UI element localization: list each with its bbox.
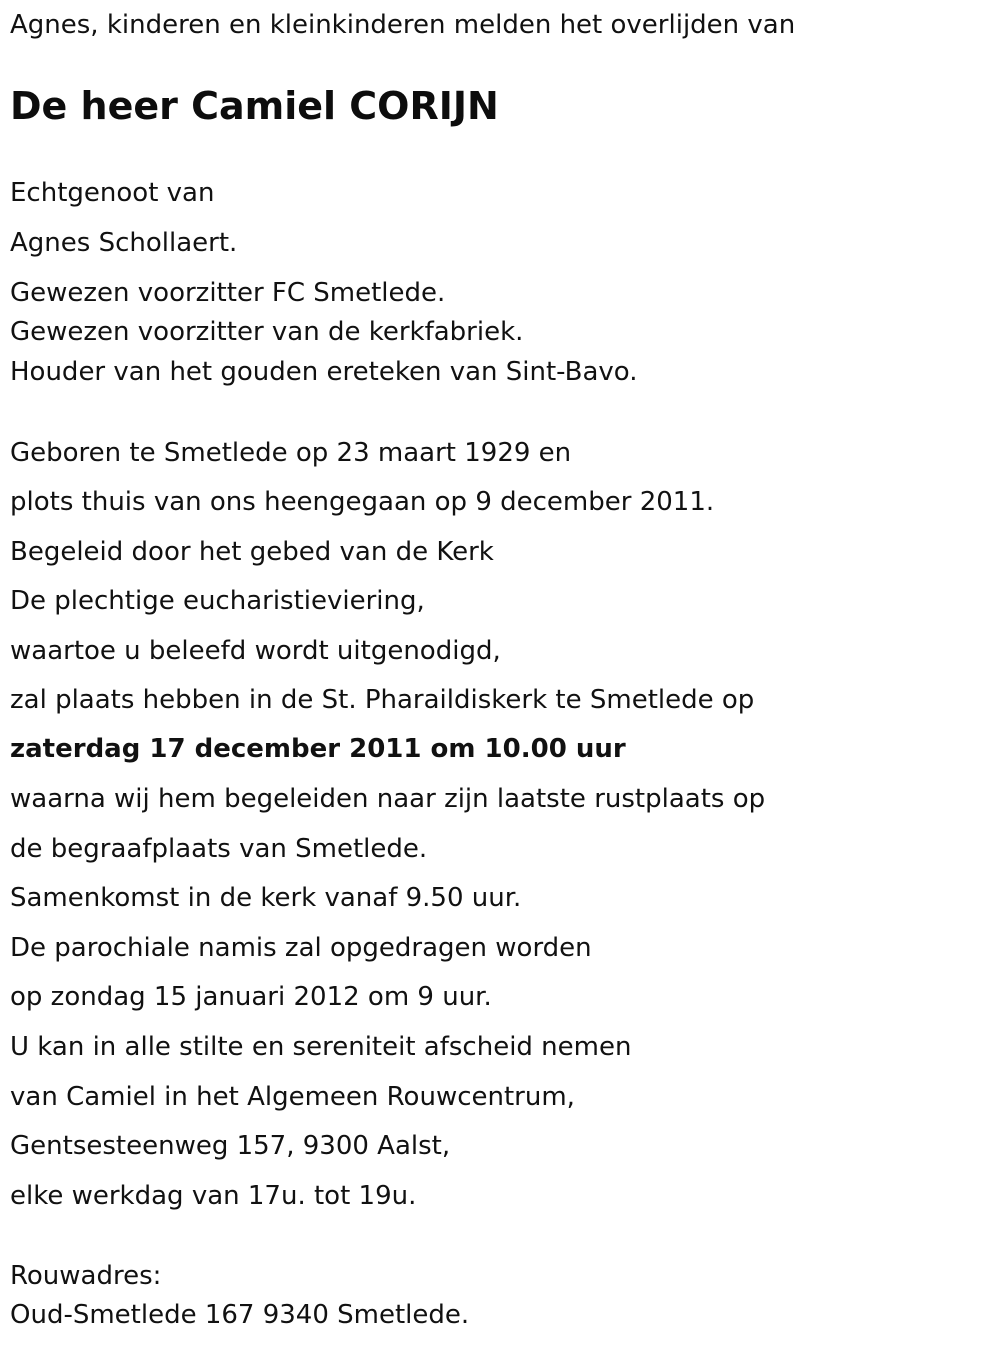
intro-text: Agnes, kinderen en kleinkinderen melden het overlijden van <box>10 10 796 40</box>
ceremony-datetime: zaterdag 17 december 2011 om 10.00 uur <box>10 734 626 764</box>
role-line: Gewezen voorzitter FC Smetlede. <box>10 278 446 308</box>
burial-line: waarna wij hem begeleiden naar zijn laatste rustplaats op <box>10 784 766 814</box>
spouse-label: Echtgenoot van <box>10 178 215 208</box>
address-label: Rouwadres: <box>10 1261 162 1291</box>
burial-line: op zondag 15 januari 2012 om 9 uur. <box>10 982 492 1012</box>
burial-line: Samenkomst in de kerk vanaf 9.50 uur. <box>10 883 522 913</box>
burial-line: de begraafplaats van Smetlede. <box>10 834 428 864</box>
birth-text: Geboren te Smetlede op 23 maart 1929 en <box>10 438 572 468</box>
death-text: plots thuis van ons heengegaan op 9 december 2011. <box>10 487 715 517</box>
burial-line: De parochiale namis zal opgedragen worden <box>10 933 592 963</box>
burial-line: U kan in alle stilte en sereniteit afscheid nemen <box>10 1032 632 1062</box>
ceremony-line: zal plaats hebben in de St. Pharaildiskerk te Smetlede op <box>10 685 755 715</box>
burial-line: elke werkdag van 17u. tot 19u. <box>10 1181 417 1211</box>
role-line: Gewezen voorzitter van de kerkfabriek. <box>10 317 524 347</box>
spouse-name: Agnes Schollaert. <box>10 228 238 258</box>
ceremony-line: Begeleid door het gebed van de Kerk <box>10 537 494 567</box>
burial-line: Gentsesteenweg 157, 9300 Aalst, <box>10 1131 451 1161</box>
ceremony-line: De plechtige eucharistieviering, <box>10 586 425 616</box>
deceased-name-heading: De heer Camiel CORIJN <box>10 84 499 128</box>
role-line: Houder van het gouden ereteken van Sint-Bavo. <box>10 357 638 387</box>
ceremony-line: waartoe u beleefd wordt uitgenodigd, <box>10 636 501 666</box>
address-text: Oud-Smetlede 167 9340 Smetlede. <box>10 1300 470 1330</box>
burial-line: van Camiel in het Algemeen Rouwcentrum, <box>10 1082 575 1112</box>
